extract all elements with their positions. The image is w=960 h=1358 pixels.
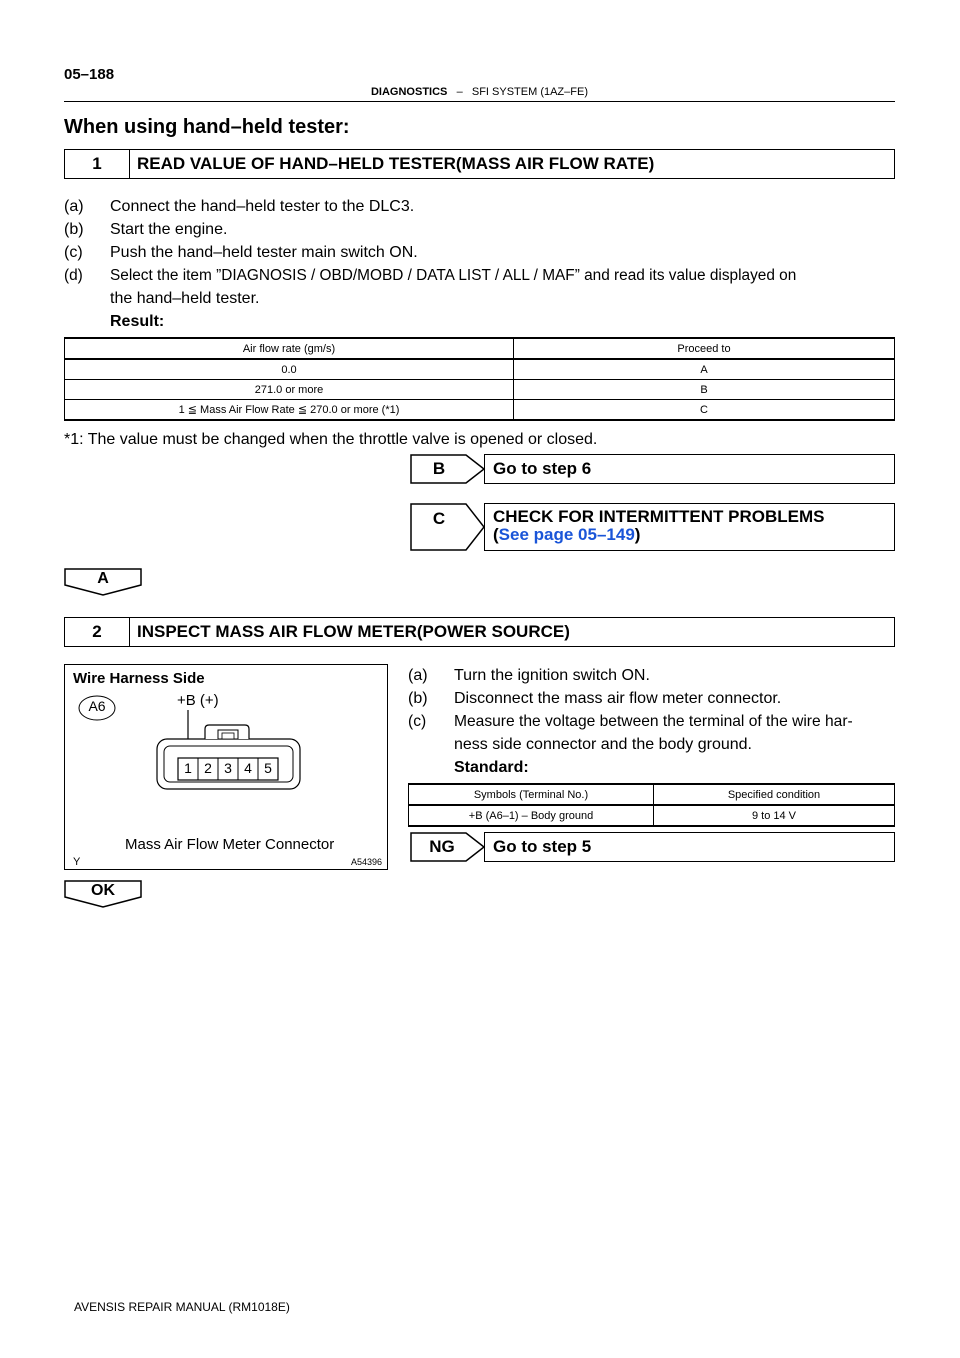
table-header-row [65,338,895,359]
continue-tag-a [64,568,142,596]
terminal-label: +B (+) [177,692,219,709]
step-1-number: 1 [65,150,130,178]
pin-label: 3 [224,760,232,776]
running-header [64,86,895,98]
branch-c [410,503,895,551]
table-row [65,359,895,380]
continue-tag-ok [64,880,142,908]
table-cell: 271.0 or more [65,380,514,400]
step-1-item-b: (b) Start the engine. [64,221,228,238]
branch-c-action [484,503,895,551]
step-2-item-a: (a) Turn the ignition switch ON. [408,667,650,684]
footer-manual-id: AVENSIS REPAIR MANUAL (RM1018E) [74,1300,290,1314]
table-header-cell: Air flow rate (gm/s) [65,338,514,359]
branch-b [410,454,895,484]
table-cell: A [514,359,895,380]
connector-id: A6 [88,698,106,714]
table-cell: 9 to 14 V [654,805,895,826]
branch-ng-result: NG [429,837,455,856]
step-1-result-table [64,337,895,421]
step-2-item-b: (b) Disconnect the mass air flow meter connector. [408,690,782,707]
branch-ng [410,832,895,862]
step-1-item-d: (d) Select the item ”DIAGNOSIS / OBD/MOBD / DATA LIST / ALL / MAF” and read its value displayed on [64,267,797,284]
table-cell: 1 ≦ Mass Air Flow Rate ≦ 270.0 or more (*1) [65,400,514,421]
page-number: 05–188 [64,66,115,83]
table-row [65,400,895,421]
table-header-cell: Specified condition [654,784,895,805]
step-2-title: INSPECT MASS AIR FLOW METER(POWER SOURCE) [137,622,570,641]
branch-c-action-title: CHECK FOR INTERMITTENT PROBLEMS [493,507,825,526]
figure-side-label: Wire Harness Side [73,670,205,687]
continue-tag-a-label: A [97,570,109,587]
step-1-item-c: (c) Push the hand–held tester main switch ON. [64,244,418,261]
branch-c-result: C [432,509,446,528]
header-section: DIAGNOSTICS [370,86,448,98]
table-header-cell: Proceed to [514,338,895,359]
step-2-header [64,617,895,647]
table-cell: +B (A6–1) – Body ground [409,805,654,826]
table-header-cell: Symbols (Terminal No.) [409,784,654,805]
step-2-standard-label: Standard: [454,759,529,776]
table-cell: 0.0 [65,359,514,380]
step-1-note: *1: The value must be changed when the throttle valve is opened or closed. [64,431,598,448]
table-row [409,805,895,826]
step-1-header [64,149,895,179]
step-1-title: READ VALUE OF HAND–HELD TESTER(MASS AIR FLOW RATE) [137,154,655,173]
step-2-standard-table [408,783,895,827]
table-cell: B [514,380,895,400]
header-subsection: SFI SYSTEM (1AZ–FE) [471,86,588,98]
branch-c-action-ref: (See page 05–149) [493,525,641,544]
table-header-row [409,784,895,805]
pin-label: 1 [184,760,192,776]
table-row [65,380,895,400]
step-2-item-c-cont: ness side connector and the body ground. [454,736,752,753]
figure-caption: Mass Air Flow Meter Connector [125,836,335,853]
header-separator: – [456,86,463,98]
branch-b-action: Go to step 6 [484,454,895,484]
step-2-number: 2 [65,618,130,646]
branch-ng-action: Go to step 5 [484,832,895,862]
step-2-item-c: (c) Measure the voltage between the terminal of the wire har- [408,713,853,730]
figure-corner-mark: Y [73,856,81,868]
step-1-item-a: (a) Connect the hand–held tester to the DLC3. [64,198,415,215]
connector-figure [64,664,388,870]
figure-code: A54396 [351,857,383,867]
step-1-result-label: Result: [110,313,165,330]
pin-label: 2 [204,760,212,776]
continue-tag-ok-label: OK [91,882,115,899]
pin-label: 4 [244,760,252,776]
see-page-link[interactable]: See page 05–149 [498,525,635,544]
pin-label: 5 [264,760,272,776]
step-1-item-d-cont: the hand–held tester. [110,290,260,307]
header-rule [64,101,895,102]
branch-b-result: B [432,459,446,478]
main-title: When using hand–held tester: [64,116,350,138]
table-cell: C [514,400,895,421]
